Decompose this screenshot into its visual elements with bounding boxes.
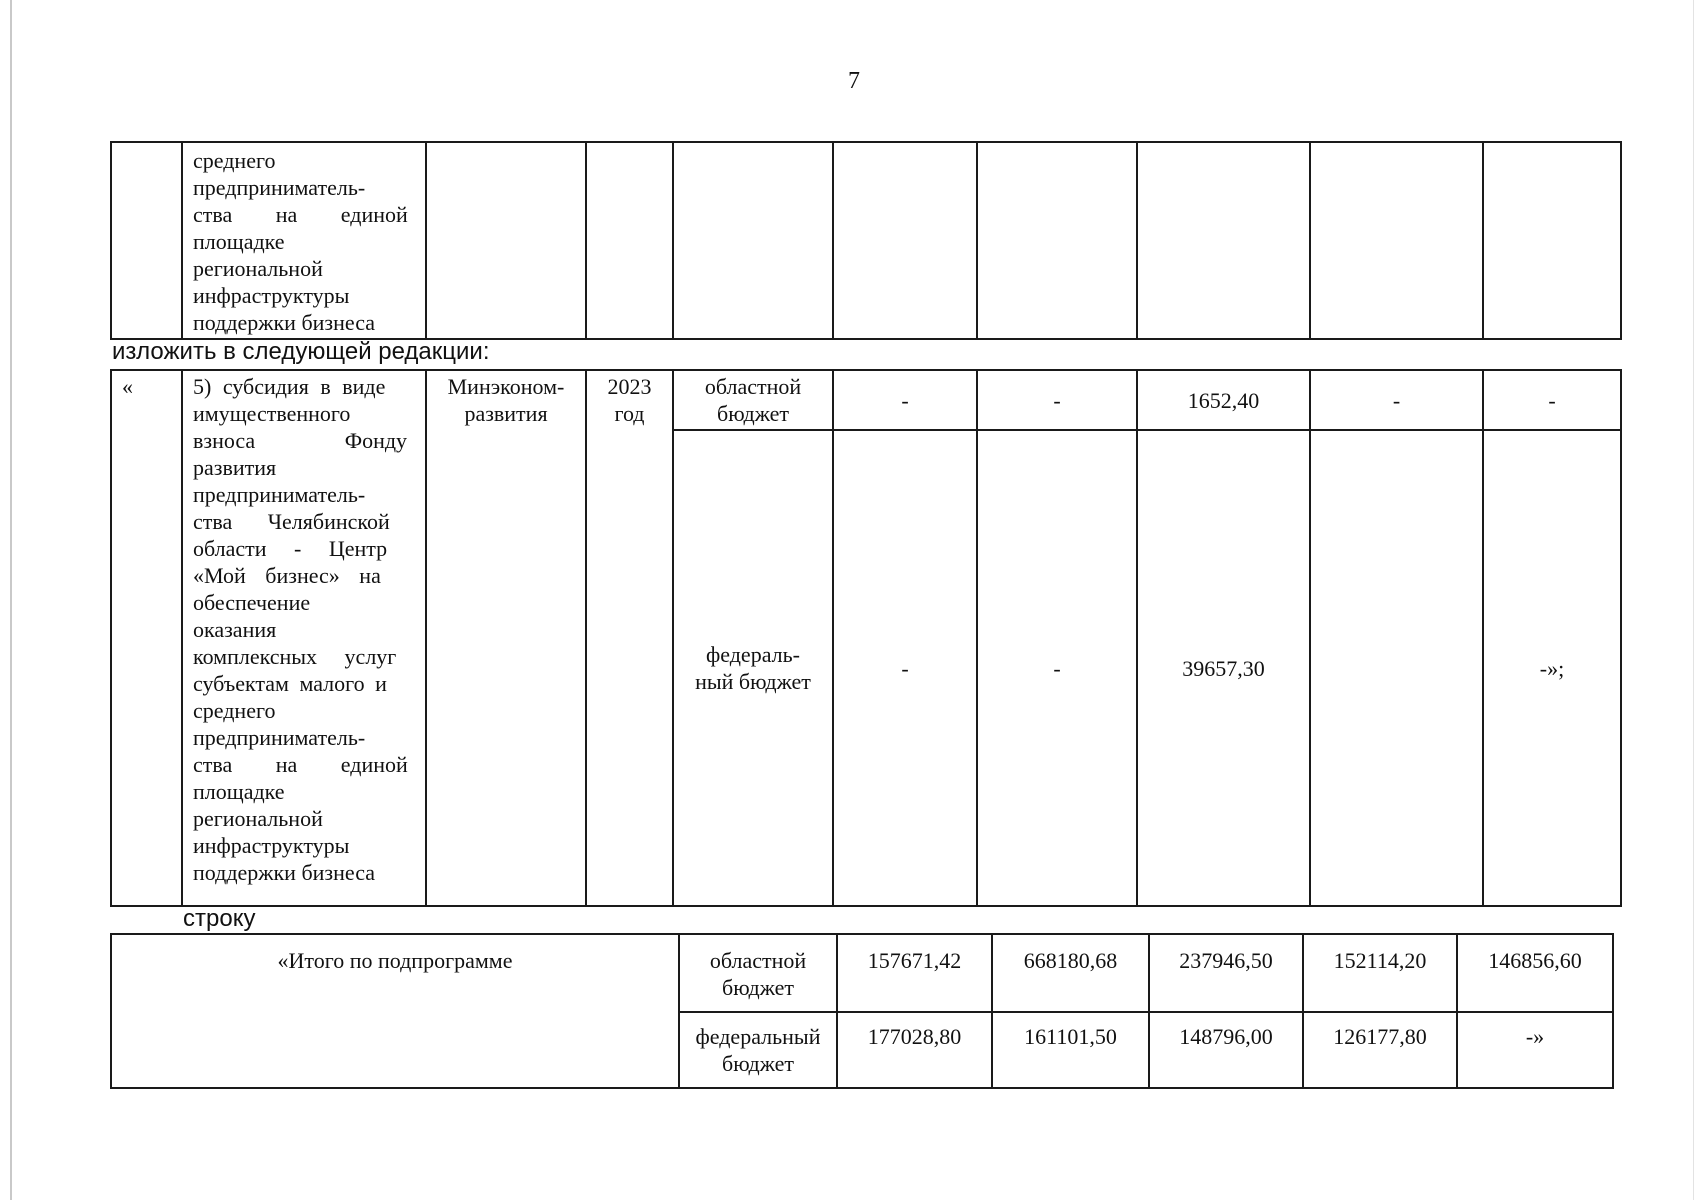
cell-value xyxy=(1483,142,1621,339)
total-table xyxy=(110,933,1614,1089)
table-row xyxy=(111,934,1613,1012)
source-line: федераль- xyxy=(706,642,800,667)
text-line: ства на единой xyxy=(193,752,408,777)
page-number: 7 xyxy=(848,68,860,94)
cell-number xyxy=(111,142,182,339)
text-line: обеспечение xyxy=(193,590,311,615)
text-line: области - Центр xyxy=(193,536,388,561)
cell-executor xyxy=(426,142,586,339)
instruction-text: строку xyxy=(183,905,256,932)
text-line: развития xyxy=(193,455,277,480)
cell-source-regional xyxy=(673,370,833,430)
cell-value: 157671,42 xyxy=(837,934,992,1012)
text-line: «Мой бизнес» на xyxy=(193,563,381,588)
cell-value: -»; xyxy=(1483,430,1621,906)
cell-total-label: «Итого по подпрограмме xyxy=(111,934,679,1088)
year-line: год xyxy=(614,401,645,426)
cell-value: 668180,68 xyxy=(992,934,1149,1012)
executor-line: Минэконом- xyxy=(447,374,565,399)
previous-table-fragment xyxy=(110,141,1622,340)
cell-value xyxy=(833,142,977,339)
text-line: имущественного xyxy=(193,401,351,426)
text-line: среднего xyxy=(193,698,276,723)
text-line: субъектам малого и xyxy=(193,671,387,696)
source-line: ный бюджет xyxy=(695,669,811,694)
cell-value: 148796,00 xyxy=(1149,1012,1303,1088)
cell-value: 177028,80 xyxy=(837,1012,992,1088)
cell-value: 152114,20 xyxy=(1303,934,1457,1012)
source-line: областной xyxy=(704,374,802,399)
text-line: региональной xyxy=(193,256,323,281)
text-line: инфраструктуры xyxy=(193,833,350,858)
source-line: бюджет xyxy=(722,1051,794,1076)
cell-description xyxy=(182,142,426,339)
cell-value xyxy=(1137,142,1310,339)
cell-value: -» xyxy=(1457,1012,1613,1088)
cell-source-federal xyxy=(673,430,833,906)
cell-source-regional xyxy=(679,934,837,1012)
text-line: предприниматель- xyxy=(193,482,366,507)
cell-value xyxy=(977,142,1137,339)
new-wording-table xyxy=(110,369,1622,907)
cell-value: - xyxy=(1483,370,1621,430)
cell-value: 126177,80 xyxy=(1303,1012,1457,1088)
cell-value: - xyxy=(977,370,1137,430)
text-line: ства на единой xyxy=(193,202,408,227)
cell-value: 146856,60 xyxy=(1457,934,1613,1012)
text-line: оказания xyxy=(193,617,277,642)
cell-year xyxy=(586,142,673,339)
text-line: предприниматель- xyxy=(193,175,366,200)
cell-value xyxy=(1310,142,1483,339)
cell-value: 237946,50 xyxy=(1149,934,1303,1012)
instruction-text: изложить в следующей редакции: xyxy=(112,338,490,365)
text-line: поддержки бизнеса xyxy=(193,310,375,335)
text-line: комплексных услуг xyxy=(193,644,397,669)
source-line: федеральный xyxy=(695,1024,821,1049)
text-line: поддержки бизнеса xyxy=(193,860,375,885)
text-line: ства Челябинской xyxy=(193,509,390,534)
text-line: региональной xyxy=(193,806,323,831)
source-line: бюджет xyxy=(717,401,789,426)
executor-line: развития xyxy=(464,401,548,426)
source-line: областной xyxy=(709,948,807,973)
text-line: среднего xyxy=(193,148,276,173)
cell-value: 1652,40 xyxy=(1137,370,1310,430)
source-line: бюджет xyxy=(722,975,794,1000)
cell-value: - xyxy=(833,430,977,906)
cell-source xyxy=(673,142,833,339)
cell-value xyxy=(1310,430,1483,906)
text-line: 5) субсидия в виде xyxy=(193,374,386,399)
text-line: взноса Фонду xyxy=(193,428,408,453)
cell-value: - xyxy=(833,370,977,430)
text-line: предприниматель- xyxy=(193,725,366,750)
cell-executor xyxy=(426,370,586,906)
cell-description xyxy=(182,370,426,906)
text-line: площадке xyxy=(193,779,285,804)
cell-quote-open: « xyxy=(111,370,182,906)
year-line: 2023 xyxy=(607,374,652,399)
table-row xyxy=(111,370,1621,430)
cell-value: 161101,50 xyxy=(992,1012,1149,1088)
table-row xyxy=(111,142,1621,339)
scan-edge-left xyxy=(10,0,12,1200)
cell-year xyxy=(586,370,673,906)
text-line: инфраструктуры xyxy=(193,283,350,308)
text-line: площадке xyxy=(193,229,285,254)
cell-value: - xyxy=(1310,370,1483,430)
cell-value: 39657,30 xyxy=(1137,430,1310,906)
cell-source-federal xyxy=(679,1012,837,1088)
scan-edge-right xyxy=(1693,0,1694,1200)
cell-value: - xyxy=(977,430,1137,906)
